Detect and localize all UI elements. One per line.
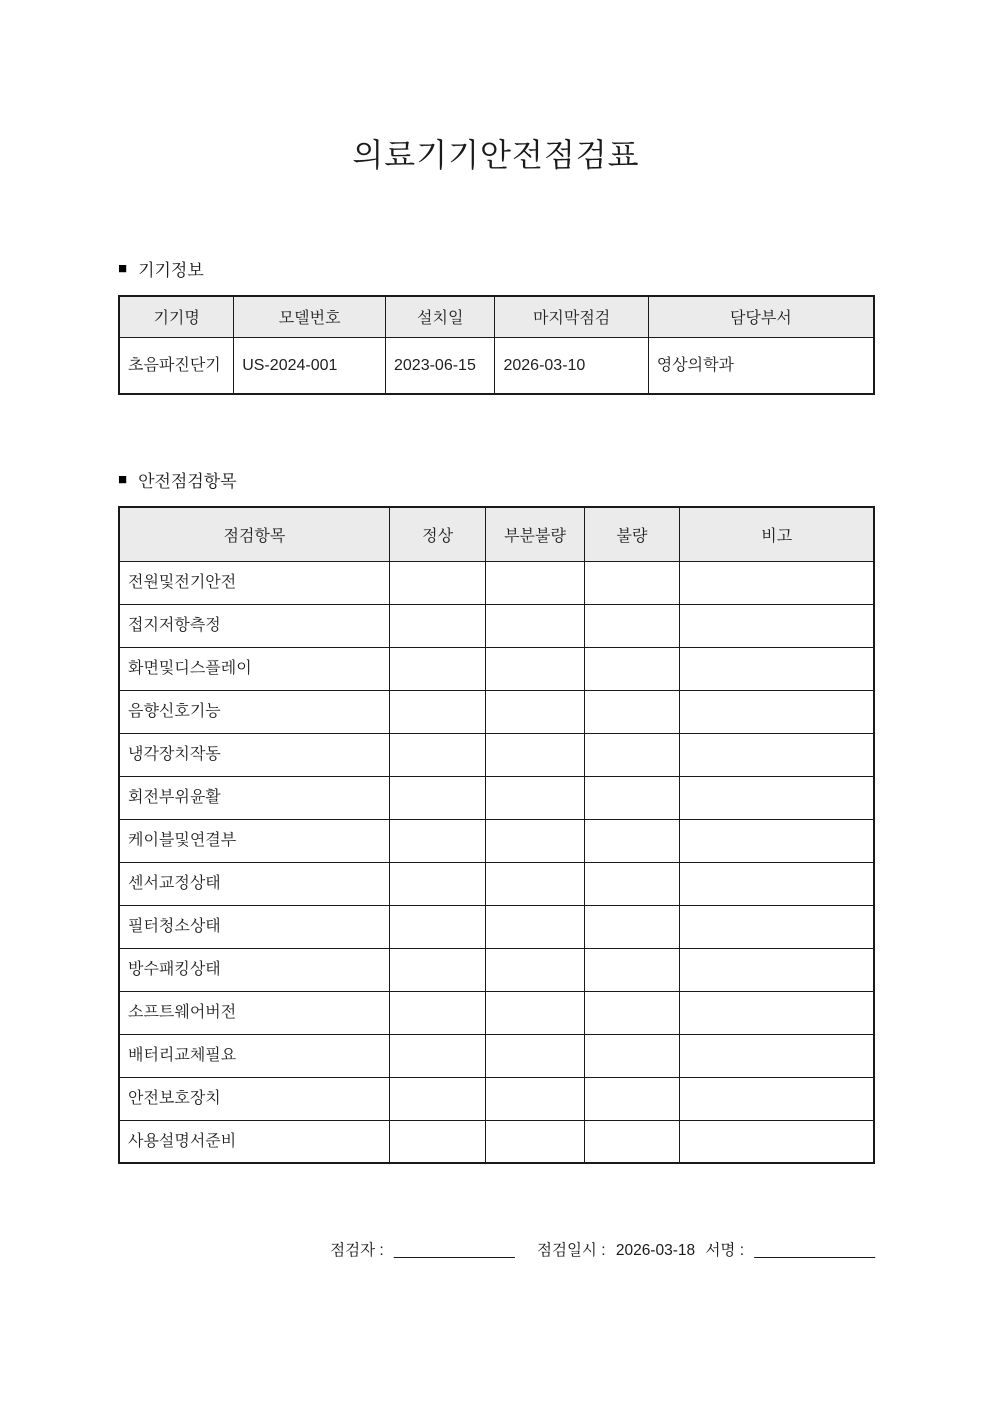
cell-install-date: 2023-06-15 [386, 337, 495, 394]
cell-normal [389, 862, 486, 905]
checklist-row [119, 948, 874, 991]
cell-partial-defect [486, 862, 584, 905]
cell-item-label: 접지저항측정 [119, 604, 389, 647]
column-header-model-number: 모델번호 [234, 296, 386, 337]
column-header-last-inspection: 마지막점검 [495, 296, 648, 337]
cell-defect [584, 948, 680, 991]
datetime-label: 점검일시 : [537, 1242, 606, 1259]
cell-remarks [680, 733, 874, 776]
cell-partial-defect [486, 948, 584, 991]
cell-partial-defect [486, 604, 584, 647]
cell-normal [389, 905, 486, 948]
column-header-normal: 정상 [389, 507, 486, 561]
cell-normal [389, 647, 486, 690]
cell-remarks [680, 819, 874, 862]
cell-defect [584, 1120, 680, 1163]
cell-partial-defect [486, 991, 584, 1034]
cell-normal [389, 991, 486, 1034]
checklist-row [119, 1120, 874, 1163]
cell-normal [389, 948, 486, 991]
cell-defect [584, 690, 680, 733]
device-info-header-row [119, 296, 874, 337]
cell-model-number: US-2024-001 [234, 337, 386, 394]
cell-item-label: 배터리교체필요 [119, 1034, 389, 1077]
cell-remarks [680, 690, 874, 733]
cell-remarks [680, 1120, 874, 1163]
checklist-row [119, 1034, 874, 1077]
cell-item-label: 화면및디스플레이 [119, 647, 389, 690]
page-title: 의료기기안전점검표 [352, 137, 640, 173]
cell-defect [584, 1034, 680, 1077]
column-header-device-name: 기기명 [119, 296, 234, 337]
cell-department: 영상의학과 [648, 337, 874, 394]
cell-partial-defect [486, 647, 584, 690]
device-info-row [119, 337, 874, 394]
cell-normal [389, 733, 486, 776]
section-title-device-info: 기기정보 [138, 261, 204, 280]
cell-defect [584, 733, 680, 776]
cell-remarks [680, 561, 874, 604]
device-info-table [118, 295, 875, 395]
cell-partial-defect [486, 819, 584, 862]
checklist-row [119, 733, 874, 776]
column-header-install-date: 설치일 [386, 296, 495, 337]
cell-device-name: 초음파진단기 [119, 337, 234, 394]
cell-remarks [680, 862, 874, 905]
cell-remarks [680, 1034, 874, 1077]
cell-item-label: 케이블및연결부 [119, 819, 389, 862]
column-header-item: 점검항목 [119, 507, 389, 561]
cell-item-label: 센서교정상태 [119, 862, 389, 905]
cell-item-label: 회전부위윤활 [119, 776, 389, 819]
inspection-date: 2026-03-18 [615, 1242, 696, 1259]
checklist-row [119, 991, 874, 1034]
cell-normal [389, 1034, 486, 1077]
cell-normal [389, 776, 486, 819]
cell-partial-defect [486, 561, 584, 604]
signature-label: 서명 : [705, 1242, 744, 1259]
cell-defect [584, 604, 680, 647]
signature-line [118, 1238, 875, 1260]
cell-remarks [680, 948, 874, 991]
cell-partial-defect [486, 733, 584, 776]
cell-partial-defect [486, 1034, 584, 1077]
signature-blank: ______________ [754, 1242, 875, 1259]
cell-normal [389, 819, 486, 862]
section-bullet-icon: ■ [118, 260, 128, 277]
cell-defect [584, 561, 680, 604]
cell-item-label: 필터청소상태 [119, 905, 389, 948]
cell-remarks [680, 647, 874, 690]
checklist-row [119, 604, 874, 647]
cell-defect [584, 991, 680, 1034]
cell-remarks [680, 776, 874, 819]
checklist-row [119, 905, 874, 948]
cell-item-label: 음향신호기능 [119, 690, 389, 733]
checklist-row [119, 690, 874, 733]
column-header-department: 담당부서 [648, 296, 874, 337]
checklist-row [119, 561, 874, 604]
cell-last-inspection: 2026-03-10 [495, 337, 648, 394]
section-title-checklist: 안전점검항목 [138, 472, 237, 491]
cell-item-label: 냉각장치작동 [119, 733, 389, 776]
column-header-remarks: 비고 [680, 507, 874, 561]
cell-partial-defect [486, 905, 584, 948]
cell-remarks [680, 1077, 874, 1120]
inspector-blank: ______________ [394, 1242, 515, 1259]
cell-item-label: 사용설명서준비 [119, 1120, 389, 1163]
checklist-row [119, 647, 874, 690]
checklist-row [119, 776, 874, 819]
cell-partial-defect [486, 776, 584, 819]
checklist-row [119, 1077, 874, 1120]
cell-defect [584, 819, 680, 862]
section-header-checklist [118, 467, 875, 492]
checklist-row [119, 862, 874, 905]
cell-defect [584, 862, 680, 905]
cell-item-label: 방수패킹상태 [119, 948, 389, 991]
cell-normal [389, 604, 486, 647]
cell-partial-defect [486, 690, 584, 733]
inspector-label: 점검자 : [330, 1242, 384, 1259]
checklist-table [118, 506, 875, 1164]
section-header-device-info [118, 256, 875, 281]
cell-normal [389, 1120, 486, 1163]
column-header-defect: 불량 [584, 507, 680, 561]
cell-normal [389, 690, 486, 733]
cell-item-label: 소프트웨어버전 [119, 991, 389, 1034]
column-header-partial-defect: 부분불량 [486, 507, 584, 561]
cell-remarks [680, 905, 874, 948]
cell-item-label: 전원및전기안전 [119, 561, 389, 604]
cell-item-label: 안전보호장치 [119, 1077, 389, 1120]
cell-normal [389, 1077, 486, 1120]
cell-defect [584, 905, 680, 948]
cell-partial-defect [486, 1077, 584, 1120]
cell-defect [584, 1077, 680, 1120]
checklist-header-row [119, 507, 874, 561]
cell-normal [389, 561, 486, 604]
section-bullet-icon: ■ [118, 471, 128, 488]
cell-remarks [680, 991, 874, 1034]
cell-remarks [680, 604, 874, 647]
checklist-row [119, 819, 874, 862]
cell-defect [584, 647, 680, 690]
cell-partial-defect [486, 1120, 584, 1163]
cell-defect [584, 776, 680, 819]
